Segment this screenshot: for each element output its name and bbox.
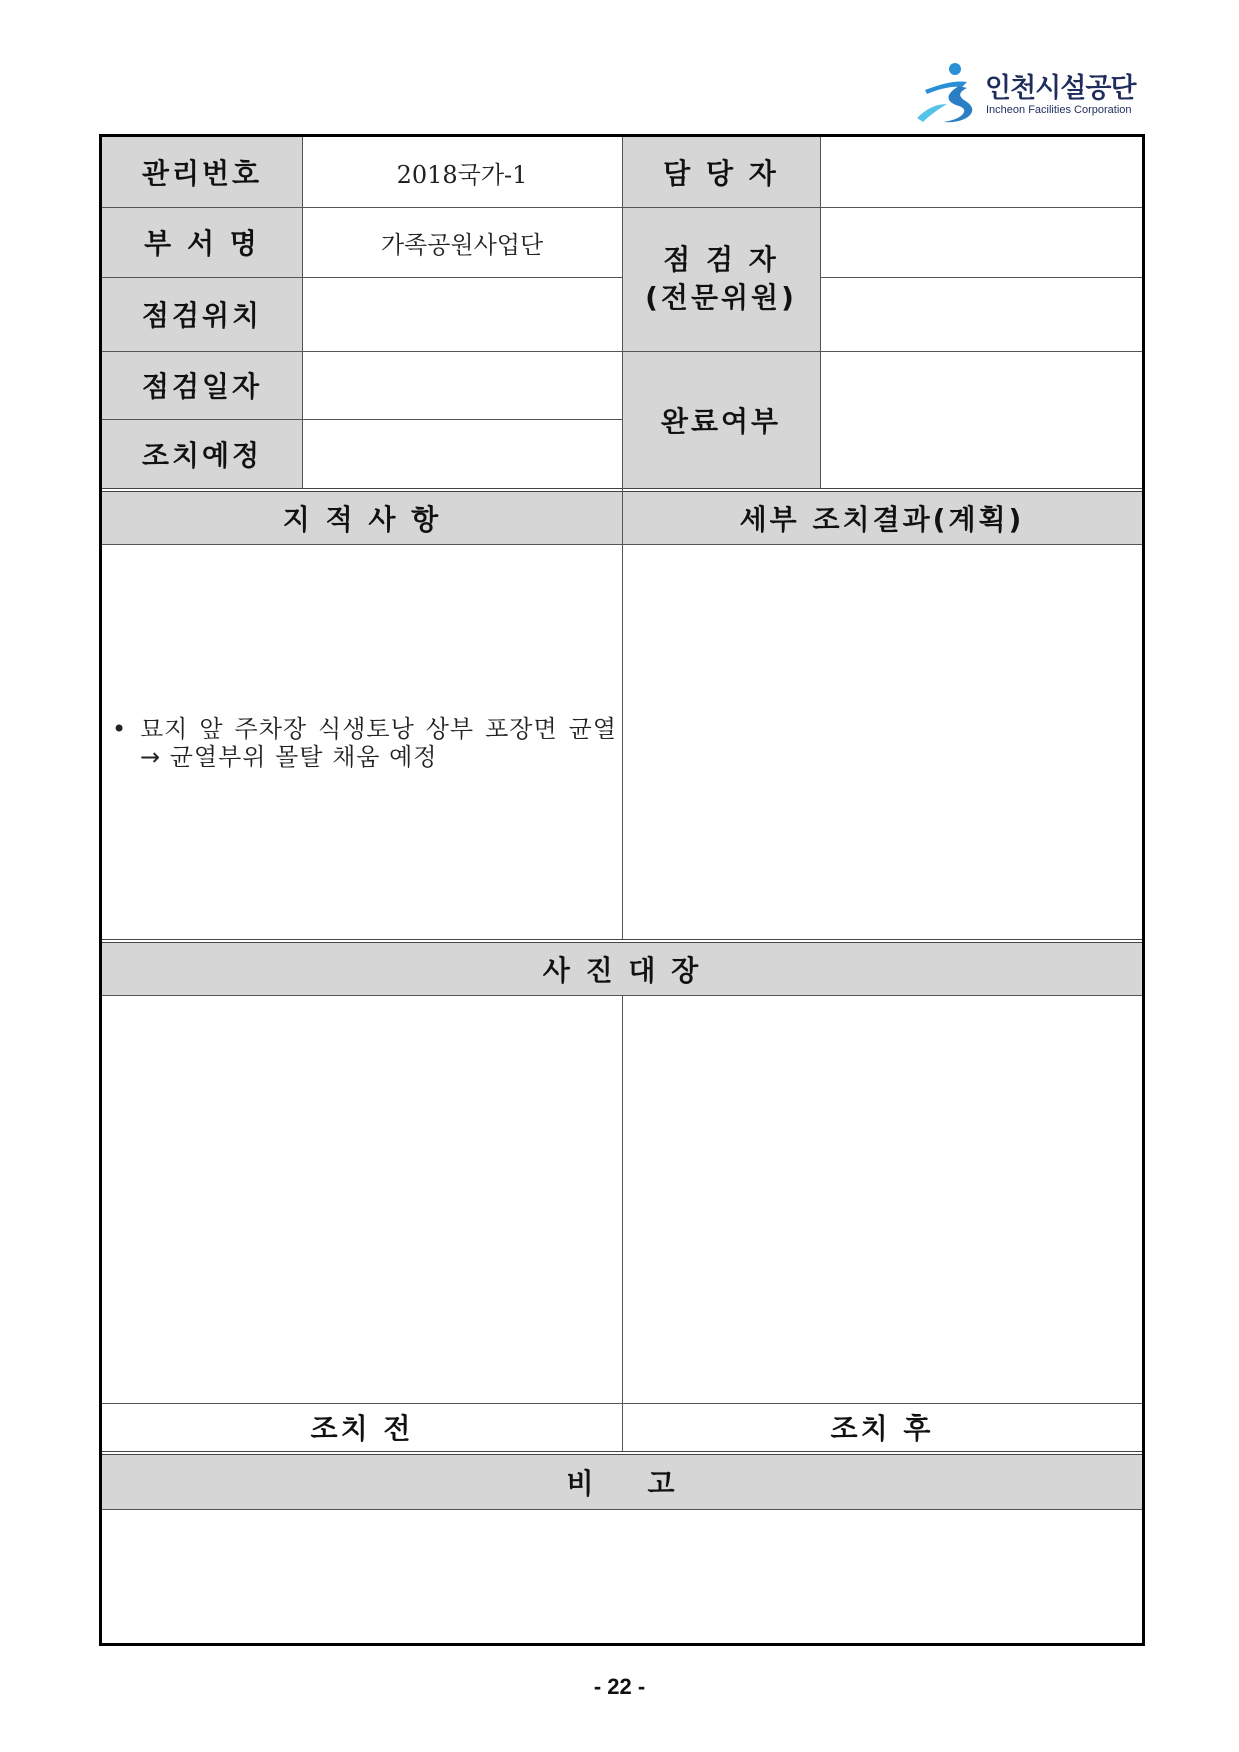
finding-text: 묘지 앞 주차장 식생토낭 상부 포장면 균열 → 균열부위 몰탈 채움 예정 [140,715,617,771]
inspector-label-line2: (전문위원) [645,281,797,314]
photo-before [102,995,622,1403]
mgmt-no-value: 2018국가-1 [396,160,528,189]
corporation-logo [915,60,1145,124]
logo-mark-icon [915,60,985,124]
photo-header: 사 진 대 장 [102,943,1142,995]
grid-line [102,1509,1142,1510]
mgmt-no-label: 관리번호 [102,137,302,207]
inspector-label [622,207,820,351]
manager-label: 담 당 자 [622,137,820,207]
finding-bullet: • [112,715,127,743]
manager-value [820,137,1142,207]
inspector-value-2 [820,277,1142,351]
date-label: 점검일자 [102,351,302,419]
logo-korean-name: 인천시설공단 [985,73,1136,104]
location-value [302,277,622,351]
grid-line [102,419,622,420]
grid-line-double [102,1451,1142,1455]
before-label: 조치 전 [102,1403,622,1451]
grid-line [820,277,1142,278]
finding-item [112,715,617,771]
completion-label: 완료여부 [622,351,820,488]
logo-english-name: Incheon Facilities Corporation [986,104,1132,116]
grid-line [622,995,623,1451]
dept-label: 부 서 명 [102,207,302,277]
grid-line [302,137,303,488]
grid-line-double [102,939,1142,943]
after-label: 조치 후 [622,1403,1142,1451]
photo-after [622,995,1142,1403]
grid-line [622,137,623,939]
dept-value: 가족공원사업단 [380,230,544,259]
grid-line [820,137,821,488]
plan-label: 조치예정 [102,419,302,488]
completion-value [820,351,1142,488]
findings-header: 지 적 사 항 [102,492,622,544]
remarks-value [102,1509,1142,1643]
inspector-label-line1: 점 검 자 [663,243,779,276]
grid-line [102,277,622,278]
inspection-form [99,134,1145,1646]
results-header: 세부 조치결과(계획) [622,492,1142,544]
plan-value [302,419,622,488]
results-body [622,544,1142,939]
page-number: - 22 - [593,1674,646,1699]
inspector-value-1 [820,207,1142,277]
date-value [302,351,622,419]
remarks-header: 비 고 [102,1455,1142,1509]
location-label: 점검위치 [102,277,302,351]
